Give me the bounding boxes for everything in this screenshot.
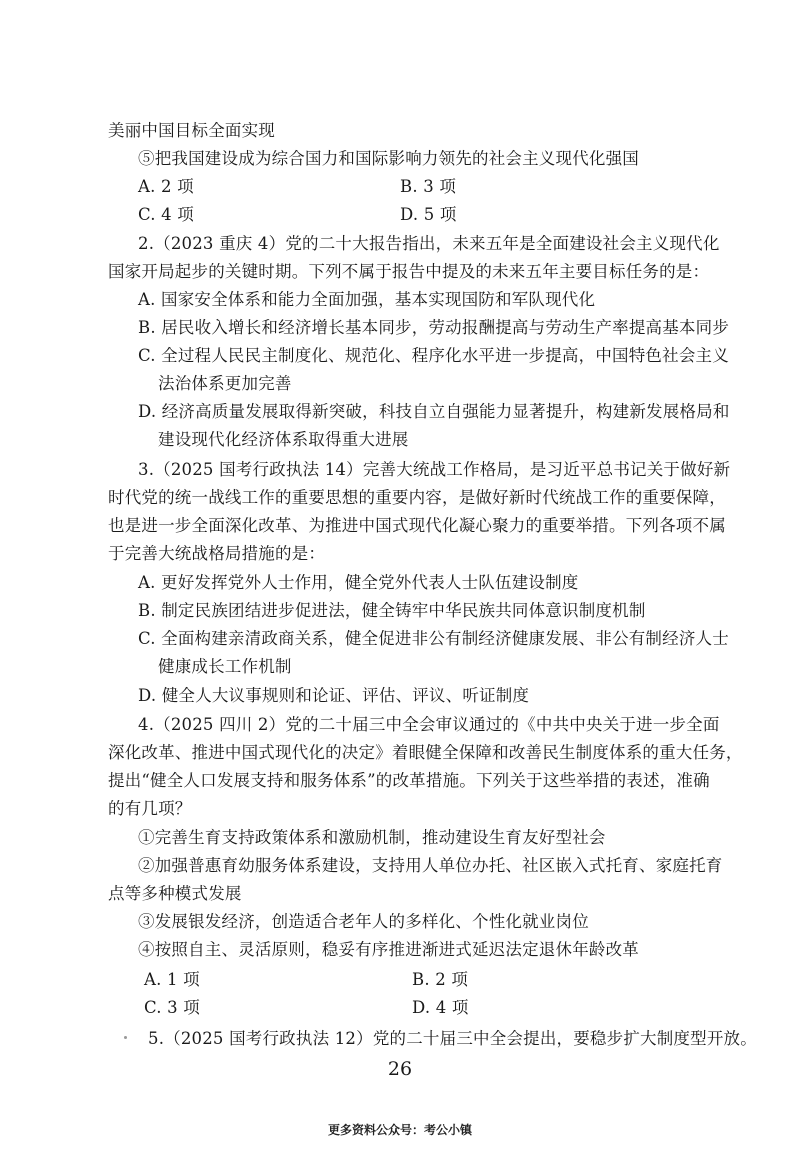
q2-option-c-line-2: 法治体系更加完善 [158,374,292,393]
prev-option-c: C. 4 项 [138,205,194,224]
q3-option-c-line-2: 健康成长工作机制 [158,657,292,676]
q4-item-2-line-1: ②加强普惠育幼服务体系建设，支持用人单位办托、社区嵌入式托育、家庭托育 [138,856,723,875]
q4-item-3: ③发展银发经济，创造适合老年人的多样化、个性化就业岗位 [138,912,589,931]
q4-stem-line-1: 4.（2025 四川 2）党的二十届三中全会审议通过的《中共中央关于进一步全面 [138,715,720,734]
q3-option-b: B. 制定民族团结进步促进法，健全铸牢中华民族共同体意识制度机制 [138,601,646,620]
q2-option-a: A. 国家安全体系和能力全面加强，基本实现国防和军队现代化 [138,290,596,309]
prev-options-row-1 [138,176,698,198]
prev-option-a: A. 2 项 [138,177,194,196]
q4-item-2-line-2: 点等多种模式发展 [108,884,242,903]
q3-option-c-line-1: C. 全面构建亲清政商关系，健全促进非公有制经济健康发展、非公有制经济人士 [138,629,729,648]
prev-question-item-5: ⑤把我国建设成为综合国力和国际影响力领先的社会主义现代化强国 [138,149,639,168]
q2-option-d-line-2: 建设现代化经济体系取得重大进展 [158,430,409,449]
q3-stem-line-4: 于完善大统战格局措施的是： [108,544,326,563]
q3-stem-line-2: 时代党的统一战线工作的重要思想的重要内容，是做好新时代统战工作的重要保障， [108,488,726,507]
q3-stem-line-1: 3.（2025 国考行政执法 14）完善大统战工作格局，是习近平总书记关于做好新 [138,460,731,479]
footer-note: 更多资料公众号：考公小镇 [327,1123,472,1137]
q3-stem-line-3: 也是进一步全面深化改革、为推进中国式现代化凝心聚力的重要举措。下列各项不属 [108,516,726,535]
prev-option-b: B. 3 项 [400,177,457,196]
q5-stem: 5.（2025 国考行政执法 12）党的二十届三中全会提出，要稳步扩大制度型开放。 [148,1029,757,1048]
prev-options-row-2 [138,204,698,226]
q3-option-a: A. 更好发挥党外人士作用，健全党外代表人士队伍建设制度 [138,573,579,592]
q4-options-row-2 [138,997,698,1019]
q4-stem-line-4: 的有几项？ [108,799,192,818]
q4-item-1: ①完善生育支持政策体系和激励机制，推动建设生育友好型社会 [138,828,606,847]
q4-option-a: A. 1 项 [144,970,200,989]
q3-option-d: D. 健全人大议事规则和论证、评估、评议、听证制度 [138,686,530,705]
q4-item-4: ④按照自主、灵活原则，稳妥有序推进渐进式延迟法定退休年龄改革 [138,940,639,959]
q2-option-b: B. 居民收入增长和经济增长基本同步，劳动报酬提高与劳动生产率提高基本同步 [138,318,730,337]
q4-option-c: C. 3 项 [144,998,200,1017]
page-number: 26 [387,1058,413,1080]
q4-options-row-1 [138,969,698,991]
q4-option-b: B. 2 项 [412,970,469,989]
prev-question-tail: 美丽中国目标全面实现 [108,121,275,140]
q4-stem-line-2: 深化改革、推进中国式现代化的决定》着眼健全保障和改善民生制度体系的重大任务， [108,743,743,762]
q4-option-d: D. 4 项 [412,998,469,1017]
q2-stem-line-2: 国家开局起步的关键时期。下列不属于报告中提及的未来五年主要目标任务的是： [108,262,710,281]
q2-stem-line-1: 2.（2023 重庆 4）党的二十大报告指出，未来五年是全面建设社会主义现代化 [138,234,720,253]
q2-option-c-line-1: C. 全过程人民民主制度化、规范化、程序化水平进一步提高，中国特色社会主义 [138,346,729,365]
q4-stem-line-3: 提出“健全人口发展支持和服务体系”的改革措施。下列关于这些举措的表述，准确 [108,771,710,790]
scan-speck [124,1036,127,1039]
q2-option-d-line-1: D. 经济高质量发展取得新突破，科技自立自强能力显著提升，构建新发展格局和 [138,402,730,421]
prev-option-d: D. 5 项 [400,205,457,224]
